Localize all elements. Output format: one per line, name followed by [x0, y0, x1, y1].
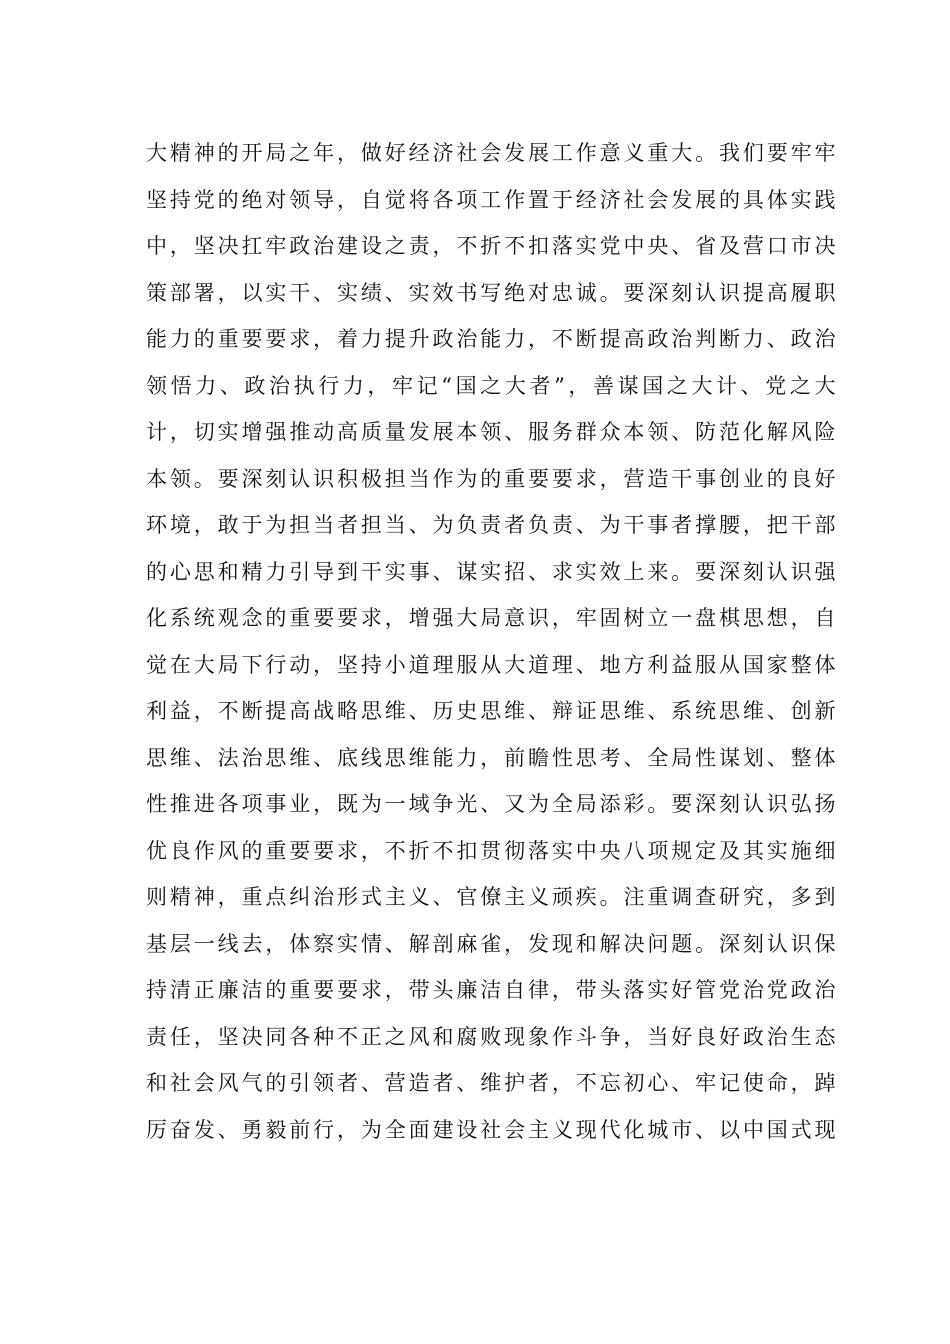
text-line: 中，坚决扛牢政治建设之责，不折不扣落实党中央、省及营口市决 [146, 234, 836, 258]
text-line: 大精神的开局之年，做好经济社会发展工作意义重大。我们要牢牢 [146, 141, 836, 165]
text-line: 坚持党的绝对领导，自觉将各项工作置于经济社会发展的具体实践 [146, 187, 836, 212]
text-line: 策部署，以实干、实绩、实效书写绝对忠诚。要深刻认识提高履职 [146, 280, 836, 305]
text-line: 责任，坚决同各种不正之风和腐败现象作斗争，当好良好政治生态 [146, 1024, 836, 1049]
body-paragraph [146, 130, 836, 1153]
text-line: 本领。要深刻认识积极担当作为的重要要求，营造干事创业的良好 [146, 466, 836, 491]
text-line: 持清正廉洁的重要要求，带头廉洁自律，带头落实好管党治党政治 [146, 978, 836, 1002]
text-line: 计，切实增强推动高质量发展本领、服务群众本领、防范化解风险 [146, 420, 836, 444]
text-line: 思维、法治思维、底线思维能力，前瞻性思考、全局性谋划、整体 [146, 745, 836, 770]
text-line: 基层一线去，体察实情、解剖麻雀，发现和解决问题。深刻认识保 [146, 931, 836, 956]
text-line: 则精神，重点纠治形式主义、官僚主义顽疾。注重调查研究，多到 [146, 885, 836, 909]
text-line: 能力的重要要求，着力提升政治能力，不断提高政治判断力、政治 [146, 327, 836, 351]
text-line: 厉奋发、勇毅前行，为全面建设社会主义现代化城市、以中国式现 [146, 1117, 836, 1142]
text-line: 和社会风气的引领者、营造者、维护者，不忘初心、牢记使命，踔 [146, 1071, 836, 1095]
text-line: 领悟力、政治执行力，牢记“国之大者”，善谋国之大计、党之大 [146, 373, 836, 398]
text-line: 利益，不断提高战略思维、历史思维、辩证思维、系统思维、创新 [146, 699, 836, 723]
text-line: 性推进各项事业，既为一域争光、又为全局添彩。要深刻认识弘扬 [146, 792, 836, 816]
text-line: 觉在大局下行动，坚持小道理服从大道理、地方利益服从国家整体 [146, 652, 836, 677]
text-line: 环境，敢于为担当者担当、为负责者负责、为干事者撑腰，把干部 [146, 513, 836, 537]
text-line: 化系统观念的重要要求，增强大局意识，牢固树立一盘棋思想，自 [146, 606, 836, 630]
text-line: 优良作风的重要要求，不折不扣贯彻落实中央八项规定及其实施细 [146, 838, 836, 863]
text-line: 的心思和精力引导到干实事、谋实招、求实效上来。要深刻认识强 [146, 559, 836, 584]
